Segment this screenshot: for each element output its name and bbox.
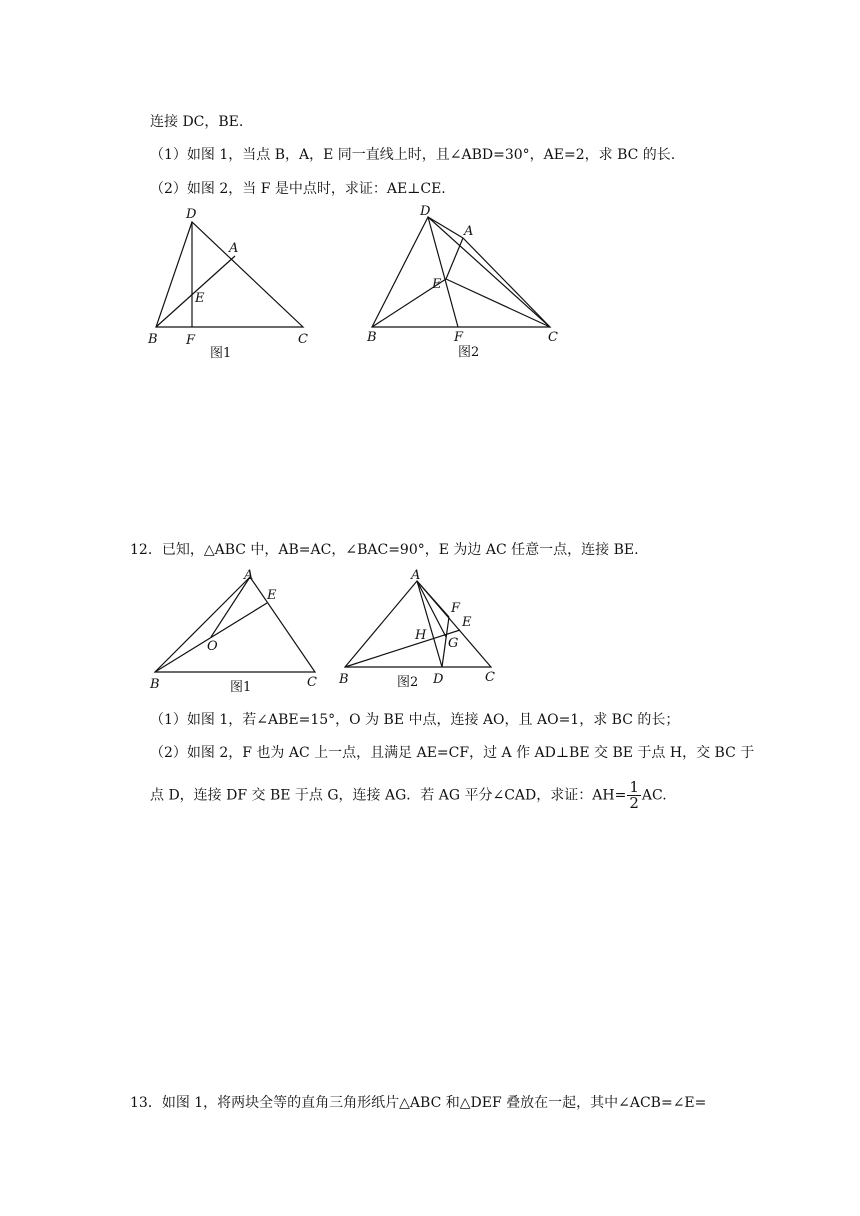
fraction-numerator: 1 — [629, 778, 639, 796]
label-e: E — [432, 277, 442, 292]
q12-figure-2 — [335, 565, 505, 695]
figure-caption: 图1 — [210, 346, 232, 361]
q11-figure-2 — [360, 200, 570, 365]
label-e: E — [195, 291, 205, 306]
segment-ao — [211, 577, 250, 637]
figure-caption: 图2 — [397, 675, 419, 690]
label-o: O — [207, 639, 218, 654]
fraction-one-half — [627, 780, 641, 811]
label-a: A — [464, 224, 474, 239]
segment-ac — [463, 238, 550, 327]
label-f: F — [186, 333, 196, 348]
label-c: C — [548, 330, 558, 345]
q11-figure-1 — [140, 200, 320, 365]
q12-stem: 12．已知，△ABC 中，AB=AC，∠BAC=90°，E 为边 AC 任意一点，连接 BE. — [130, 542, 639, 558]
triangle-dbc — [372, 217, 550, 327]
segment-ad — [417, 581, 442, 667]
label-b: B — [150, 677, 160, 692]
label-f: F — [454, 330, 464, 345]
label-b: B — [367, 330, 377, 345]
label-e: E — [267, 588, 277, 603]
segment-df — [428, 217, 458, 327]
figure-caption: 图2 — [458, 345, 480, 360]
label-d: D — [433, 672, 444, 687]
segment-ae — [446, 238, 463, 279]
label-e: E — [462, 615, 472, 630]
label-f: F — [451, 601, 461, 616]
q12-part2-line2-end: AC. — [641, 787, 667, 804]
q12-part2-line1: （2）如图 2，F 也为 AC 上一点，且满足 AE=CF，过 A 作 AD⊥BE 交 BE 于点 H，交 BC 于 — [150, 745, 755, 761]
segment-be — [155, 603, 267, 672]
q12-part2-line2 — [150, 780, 667, 811]
label-c: C — [307, 675, 317, 690]
label-c: C — [485, 670, 495, 685]
fraction-denominator: 2 — [629, 794, 639, 812]
label-d: D — [186, 207, 197, 222]
label-g: G — [448, 636, 459, 651]
q11-part2: （2）如图 2，当 F 是中点时，求证：AE⊥CE. — [150, 181, 446, 197]
label-h: H — [415, 628, 427, 643]
segment-ec — [446, 279, 550, 327]
q12-figure-1 — [140, 565, 330, 695]
label-a: A — [229, 241, 239, 256]
q12-part1: （1）如图 1，若∠ABE=15°，O 为 BE 中点，连接 AO，且 AO=1，求 BC 的长； — [150, 712, 680, 728]
label-a: A — [411, 568, 421, 583]
label-a: A — [244, 568, 254, 583]
label-c: C — [298, 332, 308, 347]
figure-caption: 图1 — [230, 680, 252, 695]
q11-intro: 连接 DC，BE. — [150, 114, 244, 130]
triangle-dbc — [156, 222, 303, 327]
q11-part1: （1）如图 1，当点 B，A，E 同一直线上时，且∠ABD=30°，AE=2，求 BC 的长. — [150, 147, 676, 163]
q13-stem: 13．如图 1，将两块全等的直角三角形纸片△ABC 和△DEF 叠放在一起，其中∠ACB=∠E= — [130, 1095, 707, 1111]
label-b: B — [339, 672, 349, 687]
label-b: B — [148, 332, 158, 347]
q12-part2-line2-text: 点 D，连接 DF 交 BE 于点 G，连接 AG．若 AG 平分∠CAD，求证：AH= — [150, 787, 627, 804]
label-d: D — [420, 204, 431, 219]
